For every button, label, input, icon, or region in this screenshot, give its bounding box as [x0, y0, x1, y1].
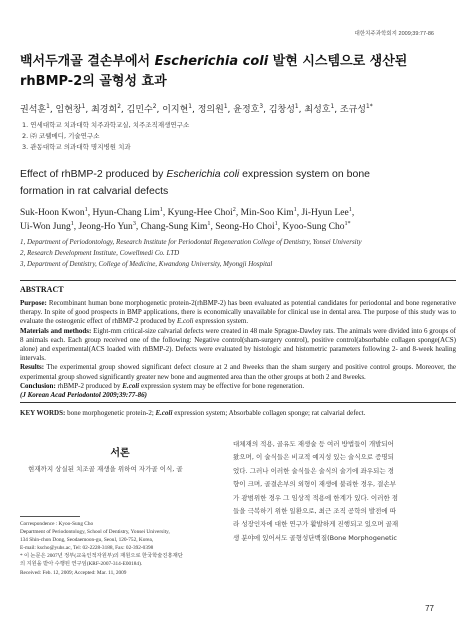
keywords-label: KEY WORDS:: [20, 409, 66, 417]
english-title-species: Escherichia coli: [166, 168, 240, 180]
author-kr: 김민수$^2$: [126, 104, 157, 115]
english-authors-line2: Ui-Won Jung$^1$, Jeong-Ho Yun$^3$, Chang-Sung Kim$^1$, Seong-Ho Choi$^1$, Kyoo-Sung Cho$^{1*}$: [20, 220, 351, 232]
page-number: 77: [425, 604, 434, 613]
footnote-line: E-mail: kscho@yuhs.ac, Tel: 02-2228-3188, Fax: 02-392-0398: [20, 545, 154, 552]
korean-title-line2: rhBMP-2의 골형성 효과: [20, 74, 167, 89]
korean-title-part1: 백서두개골 결손부에서: [20, 54, 155, 69]
affiliation-en: 2, Research Development Institute, Cowellmedi Co. LTD: [20, 249, 180, 257]
affiliation-kr: 2. ㈜ 코웰메디, 기술연구소: [22, 132, 100, 140]
section-title: 서론: [110, 448, 130, 459]
author-kr: 김창성$^1$: [268, 104, 299, 115]
english-title: [20, 166, 440, 200]
footnote-line: * 이 논문은 2007년 정부(교육인적자원부)의 재원으로 한국학술진흥재단: [20, 553, 183, 560]
english-authors: [20, 206, 460, 234]
keywords: KEY WORDS: bone morphogenetic protein-2; E.coli expression system; Absorbable collagen sponge; rat calvarial defect.: [20, 409, 366, 417]
affiliation-en: 3, Department of Dentistry, College of Medicine, Kwandong University, Myongji Hospital: [20, 260, 273, 268]
abstract-methods: Materials and methods: Eight-mm critical-size calvarial defects were created in 48 male Sprague-Dawley rats. The animals were divided into 6 groups of 8 animals each. Each group received one of the following: Negative control(sham-surgery control), positive control(absorbable collagen sponge(ACS) alone) and experimental(ACS loaded with rhBMP-2). Defects were evaluated by histologic and histometric parameters following 2- and 8-week healing intervals.: [20, 326, 456, 363]
affiliation-kr: 1. 연세대학교 치과대학 치주과학교실, 치주조직재생연구소: [22, 121, 190, 129]
body-line: 향이 크며, 골결손부의 외형이 재생에 불리한 경우, 결손부: [233, 480, 397, 489]
korean-affiliations: [22, 120, 189, 153]
abstract-body: [20, 299, 456, 400]
author-kr: 이지현$^1$: [162, 104, 192, 115]
footnotes: [20, 520, 225, 577]
abstract-purpose: Purpose: Recombinant human bone morphogenetic protein-2(rhBMP-2) has been evaluated as potential candidates for periodontal and bone regenerative therapy. In spite of good prospects in BMP applications, there is economically unavailable for clinical use in dental area. The purpose of this study was to evaluate the osteogenic effect of rhBMP-2 produced by E.coli expression system.: [20, 299, 456, 326]
body-line: 었다. 그러나 이러한 술식들은 술식의 술기에 좌우되는 경: [233, 466, 394, 475]
author-kr: 최경희$^2$: [91, 104, 121, 115]
author-kr: 권석훈$^1$: [20, 104, 50, 115]
footnote-line: Received: Feb. 12, 2009; Accepted: Mar. 11, 2009: [20, 569, 127, 576]
footnote-line: 134 Shin-chon Dong, Seodaemoon-gu, Seoul, 120-752, Korea,: [20, 537, 154, 544]
author-kr: 최성호$^1$: [304, 104, 335, 115]
body-line: 생 분야에 있어서도 골형성단백질(Bone Morphogenetic: [233, 533, 397, 542]
intro-first-line: 현재까지 상실된 치조골 재생을 위하여 자가골 이식, 골: [28, 465, 183, 473]
author-kr: 정의원$^1$: [197, 104, 228, 115]
korean-title-species: Escherichia coli: [154, 54, 269, 69]
body-line: 라 성장인자에 대한 연구가 활발하게 진행되고 있으며 골재: [233, 520, 399, 529]
author-kr: 조규성$^{1*}$: [339, 104, 373, 115]
abstract-heading: ABSTRACT: [20, 285, 64, 294]
english-title-part1: Effect of rhBMP-2 produced by: [20, 168, 167, 180]
english-authors-line1: Suk-Hoon Kwon$^1$, Hyun-Chang Lim$^1$, Kyung-Hee Choi$^2$, Min-Soo Kim$^1$, Ji-Hyun Lee$^1$,: [20, 206, 355, 218]
affiliation-en: 1, Department of Periodontology, Research Institute for Periodontal Regeneration College of Dentistry, Yonsei University: [20, 238, 362, 246]
korean-title-part2: 발현 시스템으로 생산된: [268, 54, 408, 69]
korean-authors: 권석훈$^1$, 임현창$^1$, 최경희$^2$, 김민수$^2$, 이지현$^1$, 정의원$^1$, 윤정호$^3$, 김창성$^1$, 최성호$^1$, 조규성$^{1*}$: [20, 104, 373, 115]
abstract-results: Results: The experimental group showed significant defect closure at 2 and 8weeks than the sham surgery and positive control groups. Moreover, the experimental group showed significantly greater new bone and augmented area than the other groups at both 2 and 8weeks.: [20, 363, 456, 381]
author-kr: 윤정호$^3$: [233, 104, 264, 115]
footnote-line: Correspondence : Kyoo-Sung Cho: [20, 521, 94, 527]
english-title-part2: expression system on bone: [239, 168, 371, 180]
body-line: 왔으며, 이 술식들은 비교적 예지성 있는 술식으로 증명되: [233, 453, 394, 462]
english-affiliations: [20, 237, 460, 270]
body-line: 들을 극복하기 위한 일환으로, 최근 조직 공학의 발전에 따: [233, 507, 397, 516]
journal-reference: 대한치주과학회지 2009;39:77-86: [354, 31, 434, 37]
footnote-line: Department of Periodontology, School of Dentistry, Yonsei University,: [20, 529, 170, 536]
intro-right-column: [233, 438, 455, 545]
author-kr: 임현창$^1$: [55, 104, 86, 115]
abstract-citation: (J Korean Acad Periodontol 2009;39:77-86): [20, 391, 147, 400]
body-line: 대체재의 적용, 골유도 재생술 등 여러 방법들이 개발되어: [233, 440, 394, 448]
footnote-divider: [20, 516, 80, 517]
abstract-conclusion: Conclusion: rhBMP-2 produced by E.coli expression system may be effective for bone regeneration.: [20, 381, 305, 390]
footnote-line: 의 지원을 받아 수행된 연구임(KRF-2007-314-E00184).: [20, 561, 143, 568]
korean-title: [20, 52, 460, 92]
affiliation-kr: 3. 관동대학교 의과대학 명지병원 치과: [22, 143, 131, 151]
body-line: 가 광범위한 경우 그 임상적 적용에 한계가 있다. 이러한 점: [233, 493, 399, 502]
english-title-line2: formation in rat calvarial defects: [20, 185, 169, 197]
